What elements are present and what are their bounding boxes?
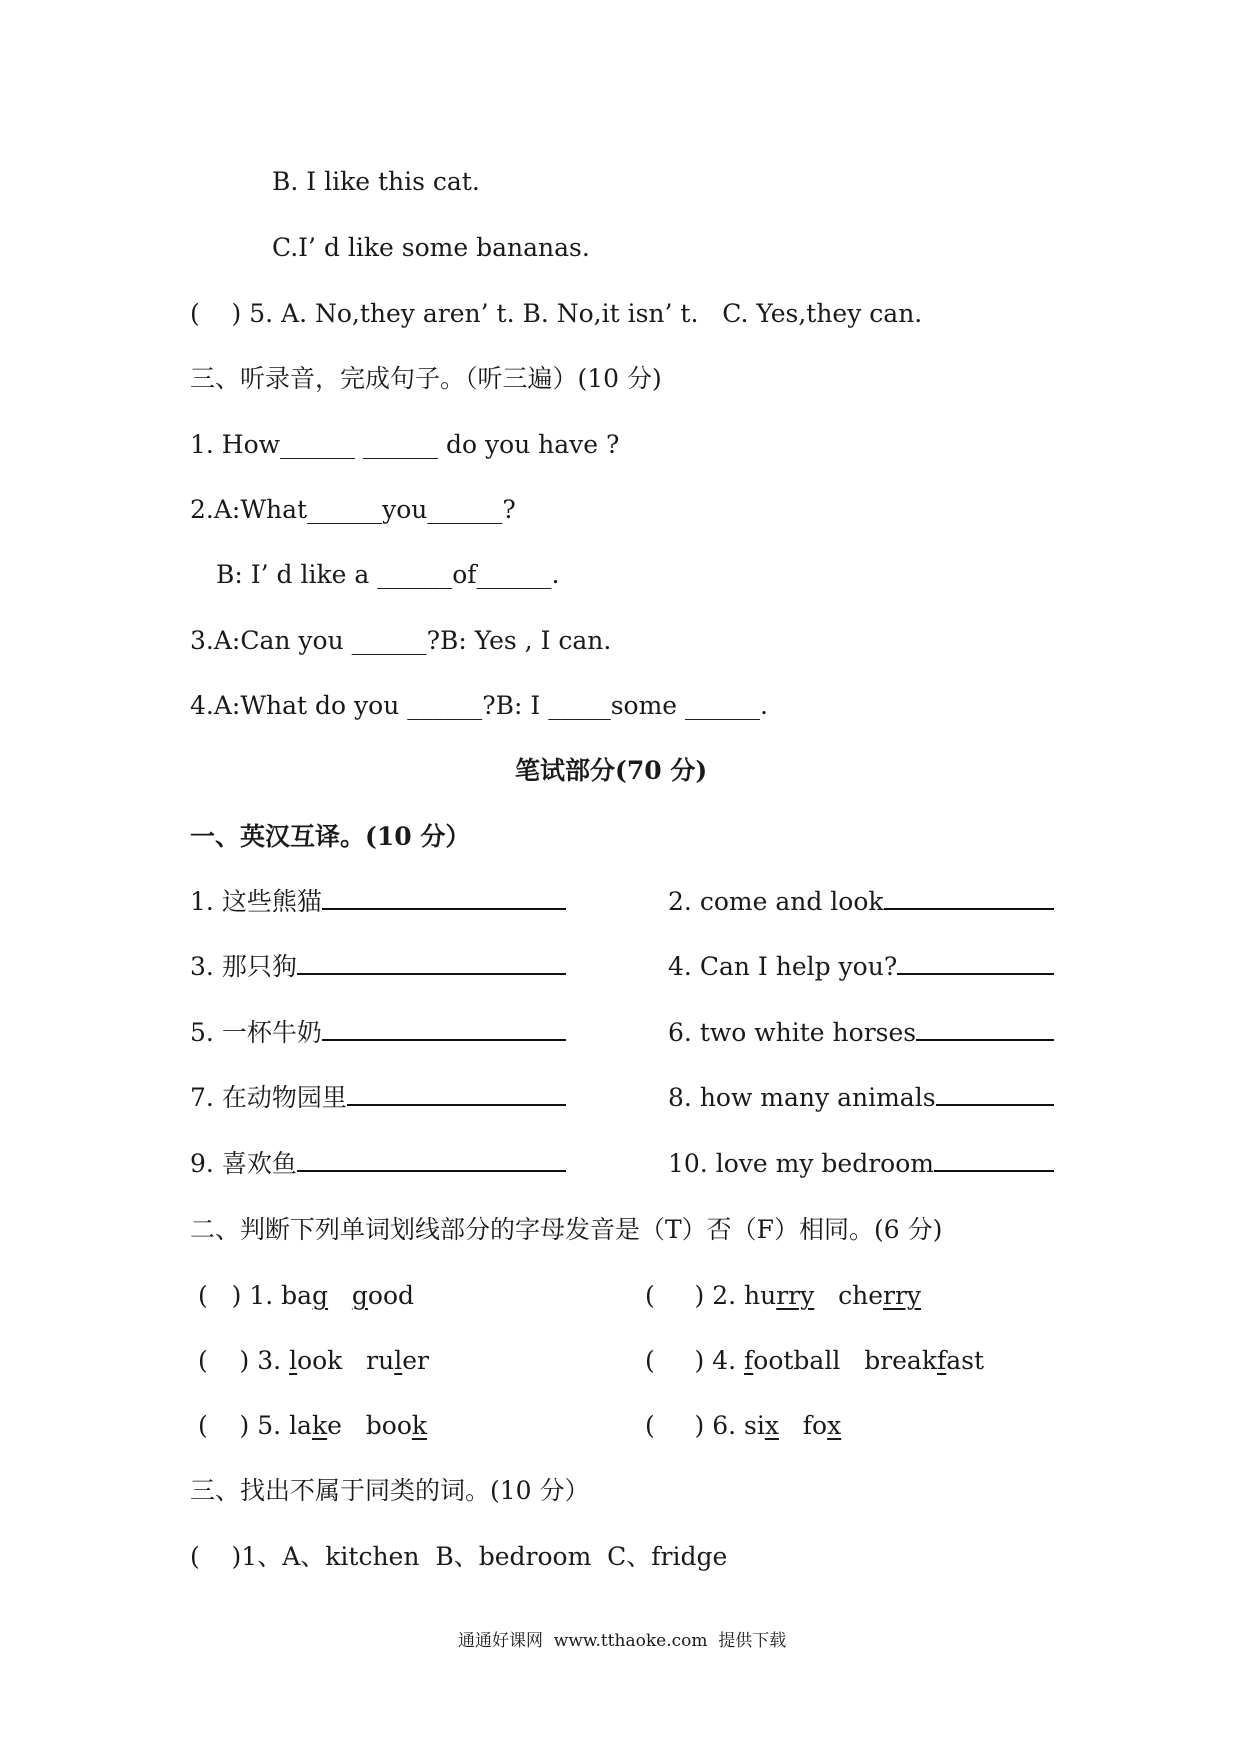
phonics-item [645,1280,921,1312]
item-number: 1. [249,1281,274,1310]
word-part: la [289,1411,312,1440]
underlined-letters: f [744,1346,754,1375]
item-number: 4. [712,1346,737,1375]
underlined-letters: k [411,1411,428,1440]
answer-parentheses[interactable]: ( ) [645,1411,705,1440]
underlined-letters: k [311,1411,328,1440]
word-part: ast [946,1346,985,1375]
answer-blank[interactable] [347,1082,566,1106]
phonics-word [281,1281,328,1310]
written-part-title: 笔试部分(70 分) [515,756,708,785]
q4-option-b: B. I like this cat. [272,167,480,196]
item-number: 2. [668,887,692,916]
item-number: 10. [668,1149,708,1178]
listen-question-2a: 2.A:What______you______? [190,495,516,524]
answer-parentheses[interactable]: ( ) [198,1411,250,1440]
word-part: e [327,1411,342,1440]
answer-parentheses[interactable]: ( ) [645,1281,705,1310]
answer-blank[interactable] [322,886,566,910]
word-part: fo [802,1411,828,1440]
translate-item [668,1148,1054,1180]
translate-item [190,1082,566,1114]
item-prompt: come and look [699,887,884,916]
section-heading-listen: 三、听录音，完成句子。（听三遍）(10 分) [190,364,662,393]
footer-text: 通通好课网 www.tthaoke.com 提供下载 [458,1631,787,1651]
answer-blank[interactable] [884,886,1054,910]
item-number: 6. [712,1411,737,1440]
item-prompt: how many animals [699,1083,936,1112]
item-number: 5. [190,1018,214,1047]
q5-line: ( ) 5. A. No,they aren’ t. B. No,it isn’ t. C. Yes,they can. [190,299,923,328]
phonics-word [352,1281,414,1310]
answer-parentheses[interactable]: ( ) [645,1346,705,1375]
phonics-word [366,1346,429,1375]
item-number: 1. [190,887,214,916]
underlined-letters: g [351,1281,368,1310]
item-number: 5. [257,1411,282,1440]
item-number: 3. [190,952,214,981]
phonics-item [645,1410,841,1442]
translate-item [190,886,566,918]
word-part: che [838,1281,883,1310]
listen-question-2b: B: I’ d like a ______of______. [216,560,560,589]
translate-item [668,951,1054,983]
item-prompt: 一杯牛奶 [221,1018,322,1047]
phonics-word [744,1411,779,1440]
section-heading-phonics: 二、判断下列单词划线部分的字母发音是（T）否（F）相同。(6 分) [190,1215,943,1244]
phonics-item [198,1410,427,1442]
underlined-letters: rry [776,1281,815,1310]
word-part: ru [366,1346,395,1375]
item-number: 9. [190,1149,214,1178]
item-number: 8. [668,1083,692,1112]
word-part: er [402,1346,429,1375]
underlined-letters: x [827,1411,842,1440]
answer-blank[interactable] [322,1017,566,1041]
answer-blank[interactable] [916,1017,1054,1041]
word-part: break [864,1346,937,1375]
q4-option-c: C.I’ d like some bananas. [272,233,590,262]
phonics-word [803,1411,841,1440]
listen-question-4: 4.A:What do you ______?B: I _____some ______. [190,691,768,720]
translate-item [190,951,566,983]
answer-blank[interactable] [897,951,1054,975]
item-number: 3. [257,1346,282,1375]
underlined-letters: f [937,1346,947,1375]
translate-item [190,1148,566,1180]
word-part: ood [367,1281,415,1310]
section-heading-odd-one-out: 三、找出不属于同类的词。(10 分） [190,1476,590,1505]
answer-parentheses[interactable]: ( ) [198,1346,250,1375]
listen-question-3: 3.A:Can you ______?B: Yes , I can. [190,626,612,655]
word-part: ook [297,1346,343,1375]
item-prompt: love my bedroom [715,1149,934,1178]
translate-item [668,1017,1054,1049]
answer-blank[interactable] [934,1148,1054,1172]
translate-item [668,886,1054,918]
word-part: boo [365,1411,412,1440]
phonics-item [198,1345,429,1377]
underlined-letters: rry [883,1281,922,1310]
item-number: 4. [668,952,692,981]
answer-blank[interactable] [297,1148,566,1172]
underlined-letters: g [312,1281,329,1310]
phonics-word [289,1411,342,1440]
word-part: si [744,1411,765,1440]
phonics-word [289,1346,342,1375]
underlined-letters: l [289,1346,298,1375]
listen-question-1: 1. How______ ______ do you have ? [190,430,620,459]
odd-question-1: ( )1、A、kitchen B、bedroom C、fridge [190,1542,728,1571]
answer-blank[interactable] [297,951,566,975]
underlined-letters: x [764,1411,779,1440]
translate-item [190,1017,566,1049]
item-prompt: Can I help you? [699,952,898,981]
translate-item [668,1082,1054,1114]
section-heading-translate: 一、英汉互译。(10 分） [190,822,471,851]
item-prompt: 在动物园里 [221,1083,347,1112]
phonics-word [838,1281,921,1310]
answer-blank[interactable] [936,1082,1054,1106]
phonics-word [366,1411,427,1440]
underlined-letters: l [394,1346,403,1375]
phonics-item [645,1345,984,1377]
item-number: 6. [668,1018,692,1047]
item-prompt: 那只狗 [221,952,297,981]
item-number: 7. [190,1083,214,1112]
phonics-word [744,1346,840,1375]
word-part: hu [744,1281,777,1310]
word-part: ootball [753,1346,841,1375]
item-prompt: two white horses [699,1018,917,1047]
word-part: ba [281,1281,313,1310]
phonics-word [864,1346,984,1375]
answer-parentheses[interactable]: ( ) [198,1281,242,1310]
phonics-item [198,1280,414,1312]
item-prompt: 喜欢鱼 [221,1149,297,1178]
phonics-word [744,1281,814,1310]
item-number: 2. [712,1281,737,1310]
item-prompt: 这些熊猫 [221,887,322,916]
